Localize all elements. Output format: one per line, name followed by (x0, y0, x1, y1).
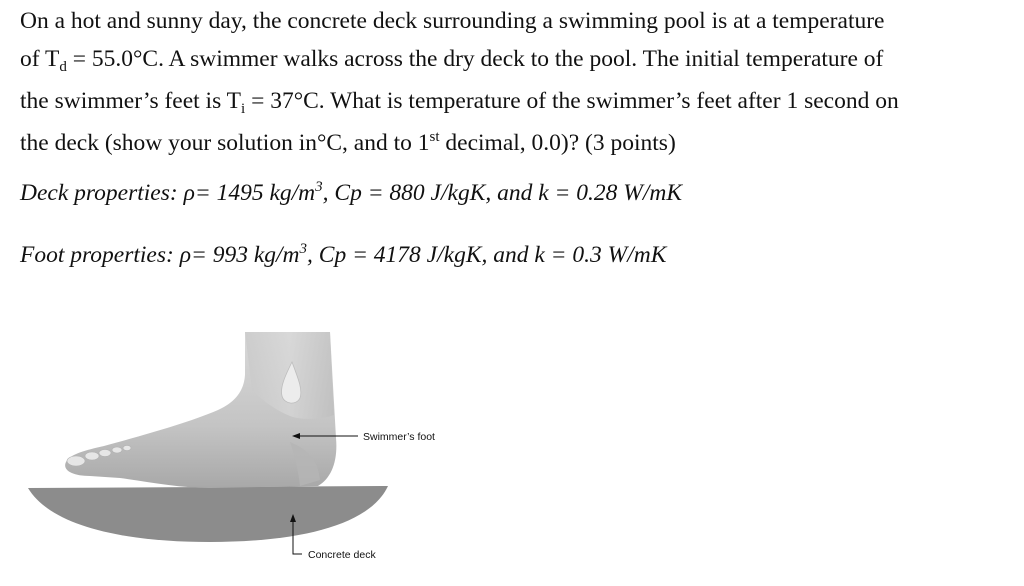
problem-line-2 (20, 40, 1010, 78)
deck-properties-sup: 3 (315, 179, 323, 195)
deck-properties-post: , Cp = 880 J/kgK, and k = 0.28 W/mK (322, 180, 683, 206)
problem-line-4 (20, 124, 1010, 162)
problem-line-2-post: = 55.0°C. A swimmer walks across the dry deck to the pool. The initial temperature of (66, 46, 884, 72)
deck-properties (20, 180, 682, 207)
deck-temp-subscript: d (59, 59, 67, 75)
foot-properties-sup: 3 (299, 241, 308, 257)
foot-label: Swimmer’s foot (363, 431, 435, 443)
foot-properties-pre: Foot properties: ρ= 993 kg/m (20, 242, 300, 268)
problem-line-4-post: decimal, 0.0)? (3 points) (439, 130, 676, 156)
foot-properties (20, 242, 666, 269)
foot-diagram (0, 320, 480, 580)
concrete-deck (28, 486, 388, 542)
problem-line-3-pre: the swimmer’s feet is T (20, 88, 242, 114)
problem-line-1 (20, 2, 1010, 40)
foot-on-deck-figure (0, 320, 480, 580)
deck-label: Concrete deck (308, 549, 376, 561)
initial-temp-subscript: i (241, 101, 246, 117)
ordinal-superscript: st (429, 129, 440, 145)
problem-line-1-text: On a hot and sunny day, the concrete deck surrounding a swimming pool is at a temperature (20, 8, 885, 34)
problem-line-3-post: = 37°C. What is temperature of the swimmer’s feet after 1 second on (245, 88, 899, 114)
problem-line-2-pre: of T (20, 46, 60, 72)
deck-properties-pre: Deck properties: ρ= 1495 kg/m (20, 180, 316, 206)
problem-line-3 (20, 82, 1010, 120)
problem-statement (20, 2, 1010, 162)
foot-properties-post: , Cp = 4178 J/kgK, and k = 0.3 W/mK (307, 242, 667, 268)
problem-line-4-pre: the deck (show your solution in°C, and to 1 (20, 130, 430, 156)
